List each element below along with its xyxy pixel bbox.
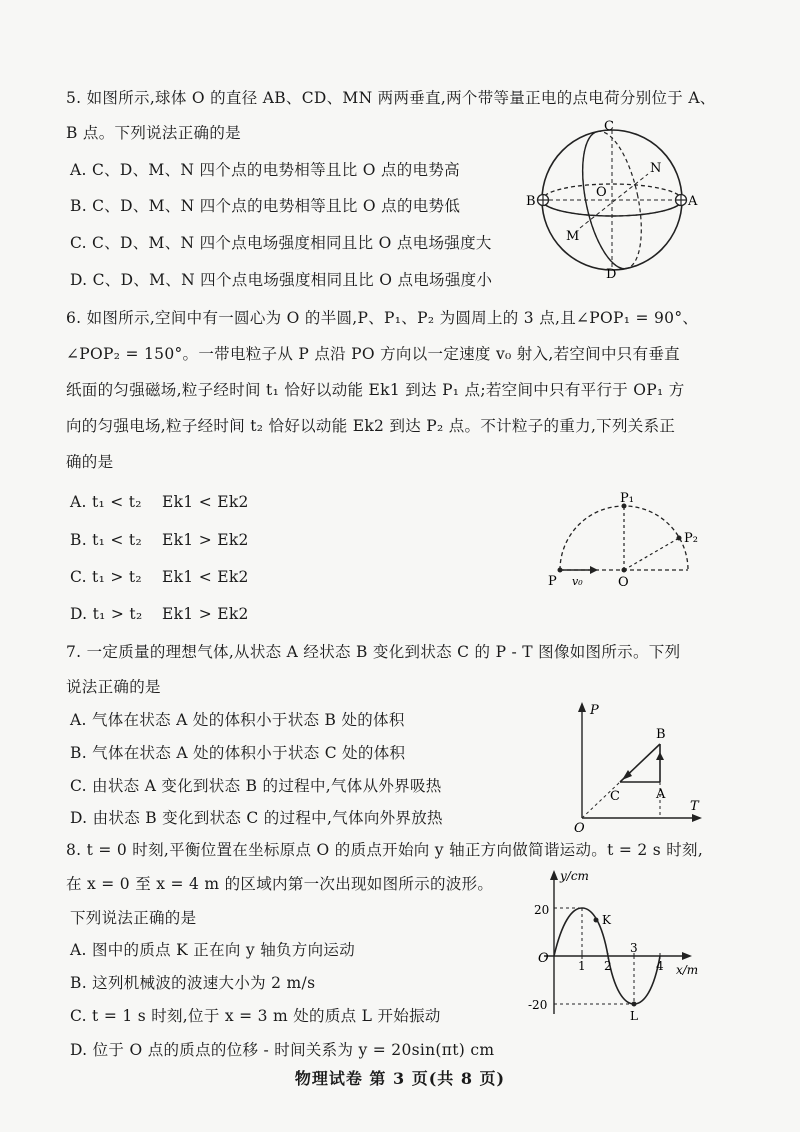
label-p: P xyxy=(548,574,557,589)
q8-option-c: C. t = 1 s 时刻,位于 x = 3 m 处的质点 L 开始振动 xyxy=(70,1007,441,1025)
x-axis-arrow-icon xyxy=(682,952,692,960)
t-axis-arrow-icon xyxy=(692,814,702,822)
label-t-axis: T xyxy=(690,799,699,814)
label-d: D xyxy=(606,267,617,280)
q8-option-b: B. 这列机械波的波速大小为 2 m/s xyxy=(70,974,316,992)
q6-stem-line5: 确的是 xyxy=(66,453,114,471)
q6-option-a-time: A. t₁ < t₂ xyxy=(70,493,142,511)
q5-option-a: A. C、D、M、N 四个点的电势相等且比 O 点的电势高 xyxy=(70,161,460,179)
point-k xyxy=(594,918,599,923)
q8-wave-graph xyxy=(526,864,716,1024)
q8-option-a: A. 图中的质点 K 正在向 y 轴负方向运动 xyxy=(70,941,355,959)
label-x1: 1 xyxy=(578,959,586,973)
label-p2: P₂ xyxy=(684,531,698,546)
label-a: A xyxy=(688,194,698,209)
point-l xyxy=(632,1002,637,1007)
label-p1: P₁ xyxy=(620,491,634,506)
label-y-axis: y/cm xyxy=(560,869,589,883)
q5-option-c: C. C、D、M、N 四个点电场强度相同且比 O 点电场强度大 xyxy=(70,234,492,252)
label-a7: A xyxy=(656,787,666,802)
label-n: N xyxy=(650,161,662,176)
q8-stem-line2: 在 x = 0 至 x = 4 m 的区域内第一次出现如图所示的波形。 xyxy=(66,875,494,893)
q6-option-d-energy: Ek1 > Ek2 xyxy=(162,605,249,623)
q6-stem-line3: 纸面的匀强磁场,粒子经时间 t₁ 恰好以动能 Ek1 到达 P₁ 点;若空间中只有平行于 OP₁ 方 xyxy=(66,381,685,399)
p-axis-arrow-icon xyxy=(578,702,586,712)
q7-stem-line1: 7. 一定质量的理想气体,从状态 A 经状态 B 变化到状态 C 的 P - T 图像如图所示。下列 xyxy=(66,643,681,661)
label-o7: O xyxy=(574,821,585,834)
q6-stem-line4: 向的匀强电场,粒子经时间 t₂ 恰好以动能 Ek2 到达 P₂ 点。不计粒子的重力,下列关系正 xyxy=(66,417,676,435)
label-c7: C xyxy=(610,789,620,804)
q7-stem-line2: 说法正确的是 xyxy=(66,678,161,696)
label-o8: O xyxy=(538,951,549,966)
page-footer: 物理试卷 第 3 页(共 8 页) xyxy=(294,1069,506,1088)
q8-stem-line3: 下列说法正确的是 xyxy=(70,909,197,927)
q6-stem-line2: ∠POP₂ = 150°。一带电粒子从 P 点沿 PO 方向以一定速度 v₀ 射入,若空间中只有垂直 xyxy=(66,345,680,363)
q8-stem-line1: 8. t = 0 时刻,平衡位置在坐标原点 O 的质点开始向 y 轴正方向做简谐运动。t = 2 s 时刻, xyxy=(66,841,704,859)
label-b7: B xyxy=(656,727,666,742)
velocity-arrow-icon xyxy=(590,566,598,574)
label-k: K xyxy=(602,913,611,927)
q6-option-b-energy: Ek1 > Ek2 xyxy=(162,531,249,549)
q6-stem-line1: 6. 如图所示,空间中有一圆心为 O 的半圆,P、P₁、P₂ 为圆周上的 3 点,且∠POP₁ = 90°、 xyxy=(66,309,699,327)
q6-option-d-time: D. t₁ > t₂ xyxy=(70,605,143,623)
label-x4: 4 xyxy=(656,959,664,973)
label-v0: v₀ xyxy=(572,575,583,588)
q6-option-a-energy: Ek1 < Ek2 xyxy=(162,493,249,511)
q7-option-a: A. 气体在状态 A 处的体积小于状态 B 处的体积 xyxy=(70,711,405,729)
q6-option-c-energy: Ek1 < Ek2 xyxy=(162,568,249,586)
y-axis-arrow-icon xyxy=(550,870,558,880)
label-x-axis: x/m xyxy=(676,963,699,977)
q6-option-b-time: B. t₁ < t₂ xyxy=(70,531,142,549)
q5-option-d: D. C、D、M、N 四个点电场强度相同且比 O 点电场强度小 xyxy=(70,271,493,289)
q8-option-d: D. 位于 O 点的质点的位移 - 时间关系为 y = 20sin(πt) cm xyxy=(70,1041,495,1059)
label-c: C xyxy=(604,119,614,134)
q7-pt-graph xyxy=(568,700,708,834)
label-y-neg20: -20 xyxy=(528,998,548,1012)
q7-option-d: D. 由状态 B 变化到状态 C 的过程中,气体向外界放热 xyxy=(70,809,443,827)
label-o: O xyxy=(596,185,607,200)
label-x2: 2 xyxy=(604,959,612,973)
label-b: B xyxy=(526,194,536,209)
q7-option-c: C. 由状态 A 变化到状态 B 的过程中,气体从外界吸热 xyxy=(70,777,442,795)
label-l: L xyxy=(630,1009,638,1023)
q5-sphere-figure xyxy=(522,118,702,280)
q6-option-c-time: C. t₁ > t₂ xyxy=(70,568,142,586)
q6-semicircle-figure xyxy=(546,490,716,590)
q5-stem-line1: 5. 如图所示,球体 O 的直径 AB、CD、MN 两两垂直,两个带等量正电的点电荷分别位于 A、 xyxy=(66,89,716,107)
label-x3: 3 xyxy=(630,941,638,955)
label-o6: O xyxy=(618,575,629,590)
label-m: M xyxy=(566,229,580,244)
label-p-axis: P xyxy=(590,703,599,718)
q7-option-b: B. 气体在状态 A 处的体积小于状态 C 处的体积 xyxy=(70,744,406,762)
label-y-20: 20 xyxy=(534,903,550,917)
q5-stem-line2: B 点。下列说法正确的是 xyxy=(66,124,241,142)
q5-option-b: B. C、D、M、N 四个点的电势相等且比 O 点的电势低 xyxy=(70,197,461,215)
